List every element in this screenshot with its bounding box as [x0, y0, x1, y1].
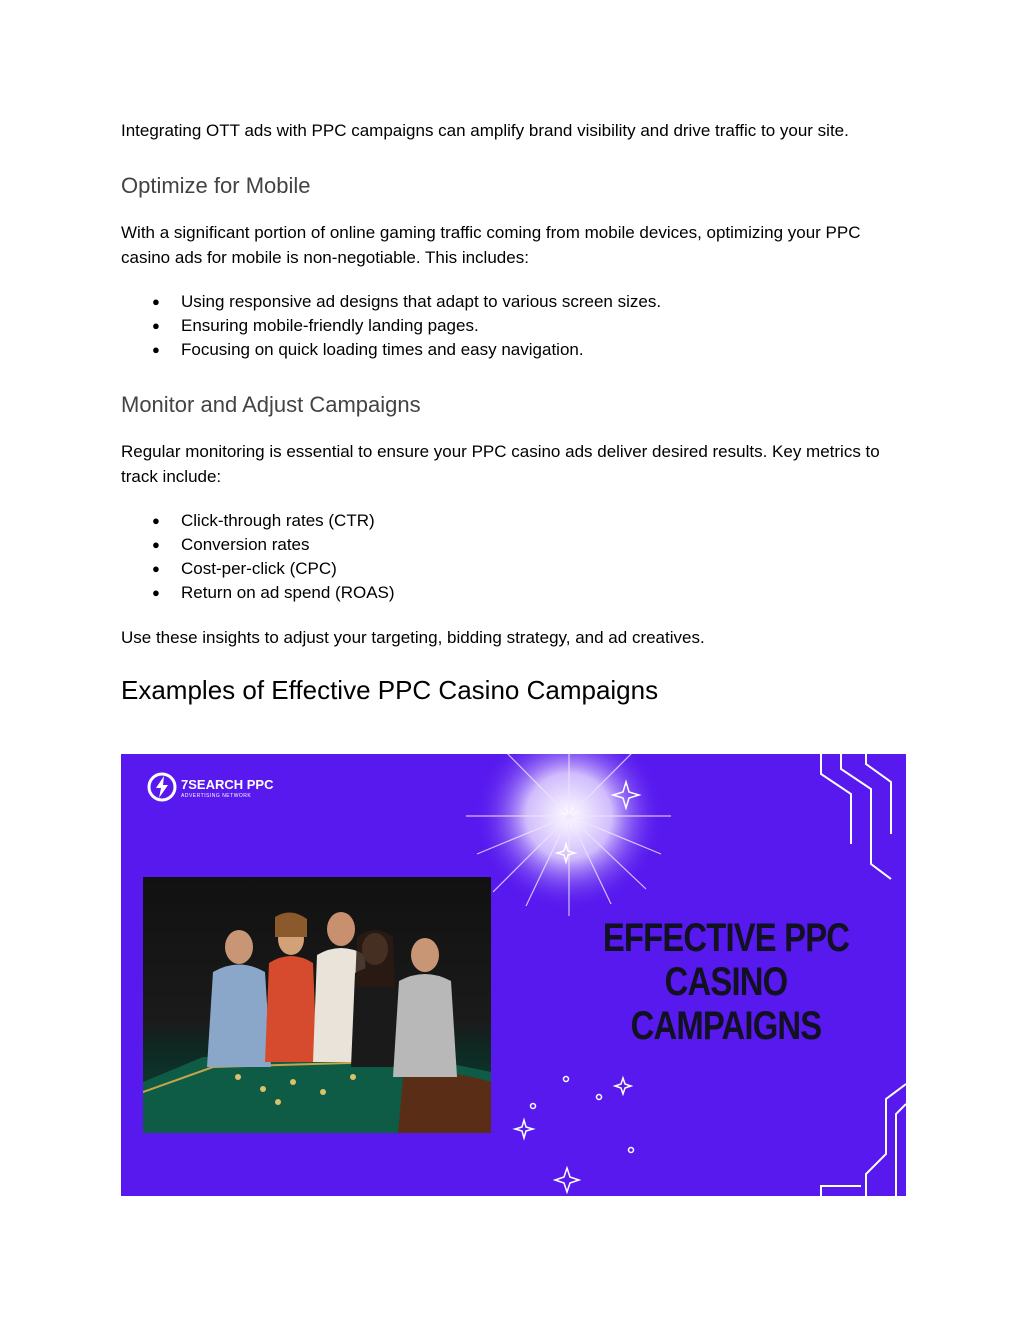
closing-paragraph: Use these insights to adjust your targeting, bidding strategy, and ad creatives.	[121, 628, 705, 647]
list-item	[121, 314, 906, 338]
list-item	[121, 338, 906, 362]
bullet-icon: ●	[152, 585, 160, 600]
list-item	[121, 290, 906, 314]
list-item-text: Return on ad spend (ROAS)	[181, 583, 395, 602]
bullet-icon: ●	[152, 294, 160, 309]
metrics-bullet-list	[121, 509, 906, 605]
banner-title-line: CASINO	[664, 960, 788, 1004]
lightning-logo-icon	[147, 772, 177, 802]
heading-monitor-adjust: Monitor and Adjust Campaigns	[121, 392, 421, 417]
people-at-roulette-table-illustration	[143, 877, 491, 1133]
list-item-text: Focusing on quick loading times and easy navigation.	[181, 340, 584, 359]
bullet-icon: ●	[152, 537, 160, 552]
list-item-text: Using responsive ad designs that adapt to various screen sizes.	[181, 292, 662, 311]
intro-paragraph: Integrating OTT ads with PPC campaigns can amplify brand visibility and drive traffic to your site.	[121, 121, 849, 140]
list-item-text: Cost-per-click (CPC)	[181, 559, 337, 578]
banner-title-line: CAMPAIGNS	[630, 1004, 822, 1048]
bullet-icon: ●	[152, 561, 160, 576]
list-item	[121, 509, 906, 533]
bullet-icon: ●	[152, 513, 160, 528]
campaign-banner-image	[121, 754, 906, 1196]
bullet-icon: ●	[152, 342, 160, 357]
list-item	[121, 581, 906, 605]
casino-photo	[143, 877, 491, 1133]
list-item-text: Ensuring mobile-friendly landing pages.	[181, 316, 479, 335]
logo-tagline: ADVERTISING NETWORK	[181, 793, 252, 799]
list-item	[121, 533, 906, 557]
list-item-text: Conversion rates	[181, 535, 310, 554]
document-page	[121, 118, 906, 706]
heading-optimize-mobile: Optimize for Mobile	[121, 173, 311, 198]
mobile-paragraph: With a significant portion of online gaming traffic coming from mobile devices, optimizing your PPC casino ads for mobile is non-negotiable. This includes:	[121, 223, 861, 267]
bullet-icon: ●	[152, 318, 160, 333]
list-item-text: Click-through rates (CTR)	[181, 511, 375, 530]
banner-title	[591, 916, 862, 1048]
brand-logo	[147, 772, 297, 808]
logo-name: 7SEARCH PPC	[181, 777, 274, 792]
monitor-paragraph: Regular monitoring is essential to ensure your PPC casino ads deliver desired results. Key metrics to track include:	[121, 442, 880, 486]
banner-title-line: EFFECTIVE PPC	[602, 916, 850, 960]
heading-examples: Examples of Effective PPC Casino Campaigns	[121, 675, 659, 705]
list-item	[121, 557, 906, 581]
mobile-bullet-list	[121, 290, 906, 362]
